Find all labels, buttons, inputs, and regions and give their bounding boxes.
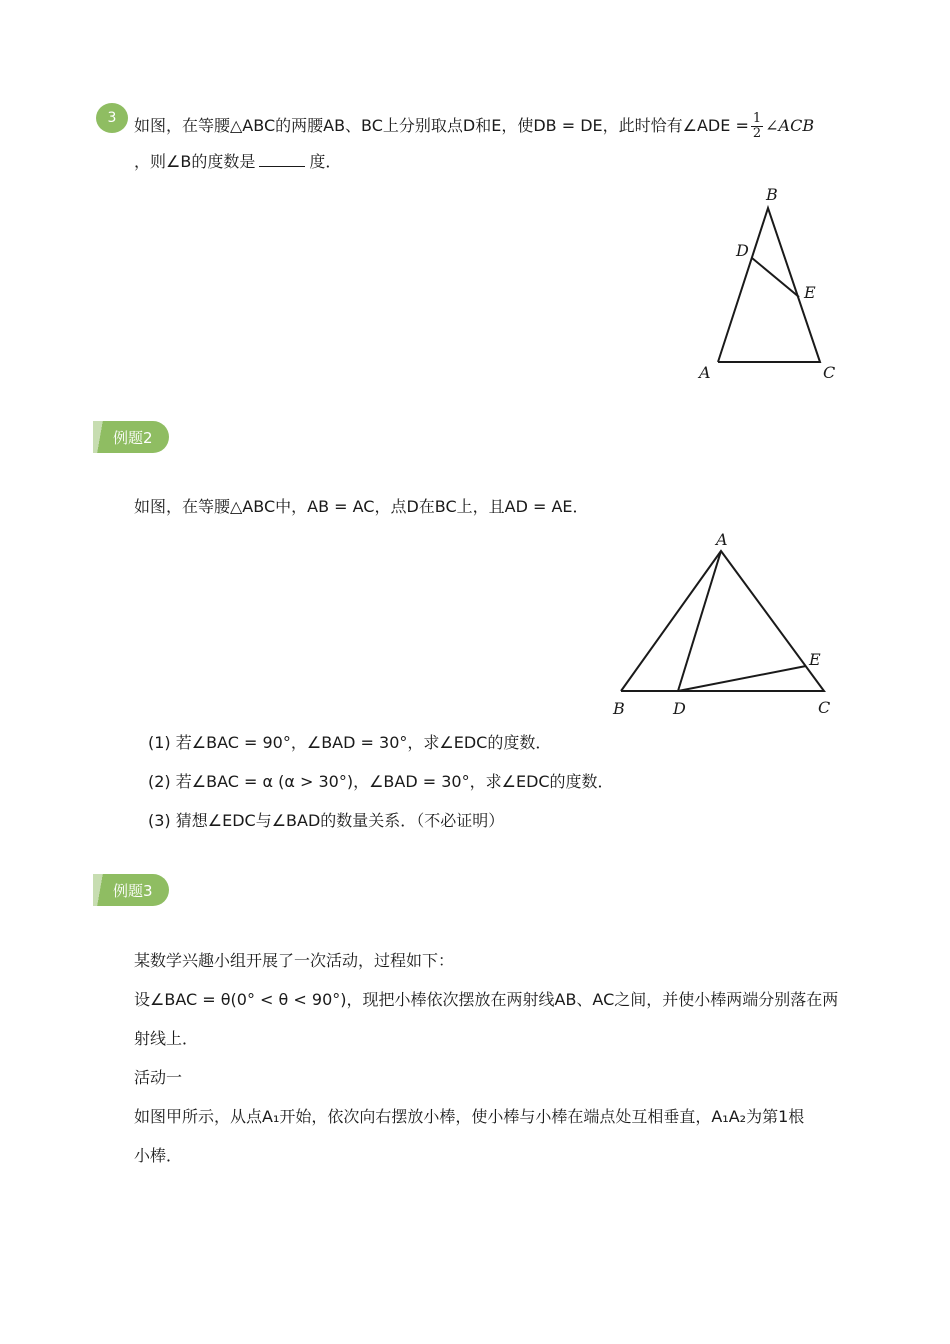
- label-D: D: [673, 699, 686, 718]
- label-A: A: [716, 530, 728, 549]
- ex3-p1: 某数学兴趣小组开展了一次活动，过程如下：: [134, 951, 455, 970]
- ex2-stem: 如图，在等腰△ABC中，AB = AC，点D在BC上，且AD = AE．: [134, 497, 589, 516]
- ex3-p3: 射线上．: [134, 1029, 199, 1048]
- answer-blank[interactable]: [259, 152, 305, 167]
- example-2-tag: 例题2: [93, 421, 169, 453]
- q3-line-2: [134, 151, 341, 173]
- ex2-item-3: (3) 猜想∠EDC与∠BAD的数量关系．（不必证明）: [148, 811, 505, 830]
- label-E: E: [804, 283, 816, 302]
- q3-triangle-figure: [690, 180, 850, 390]
- ex3-p5: 如图甲所示，从点A₁开始，依次向右摆放小棒，使小棒与小棒在端点处互相垂直，A₁A₂为第1根: [134, 1107, 805, 1126]
- label-C: C: [823, 363, 836, 382]
- q3-text-1: 如图，在等腰△ABC的两腰AB、BC上分别取点D和E，使DB = DE，此时恰有∠ADE =: [134, 116, 749, 135]
- label-E: E: [809, 650, 821, 669]
- example-3-tag: 例题3: [93, 874, 169, 906]
- ex3-p2: 设∠BAC = θ(0° < θ < 90°)，现把小棒依次摆放在两射线AB、AC之间，并使小棒两端分别落在两: [134, 990, 839, 1009]
- label-A: A: [699, 363, 711, 382]
- ex2-item-1: (1) 若∠BAC = 90°，∠BAD = 30°，求∠EDC的度数．: [148, 733, 552, 752]
- ex2-triangle-figure: [600, 525, 845, 725]
- ex2-item-2: (2) 若∠BAC = α (α > 30°)，∠BAD = 30°，求∠EDC的度数．: [148, 772, 614, 791]
- fraction-one-half: $\frac{1}{2}$: [752, 111, 762, 141]
- q3-text-1-tail: ∠ACB: [765, 116, 815, 135]
- ex3-p4: 活动一: [134, 1068, 183, 1087]
- ex3-p6: 小棒．: [134, 1146, 183, 1165]
- q3-text-2b: 度．: [309, 152, 342, 171]
- label-C: C: [818, 698, 831, 717]
- q3-line-1: [134, 112, 814, 141]
- label-B: B: [613, 699, 625, 718]
- question-number-badge: 3: [96, 103, 128, 133]
- q3-text-2a: ，则∠B的度数是: [134, 152, 256, 171]
- label-B: B: [766, 185, 778, 204]
- label-D: D: [736, 241, 749, 260]
